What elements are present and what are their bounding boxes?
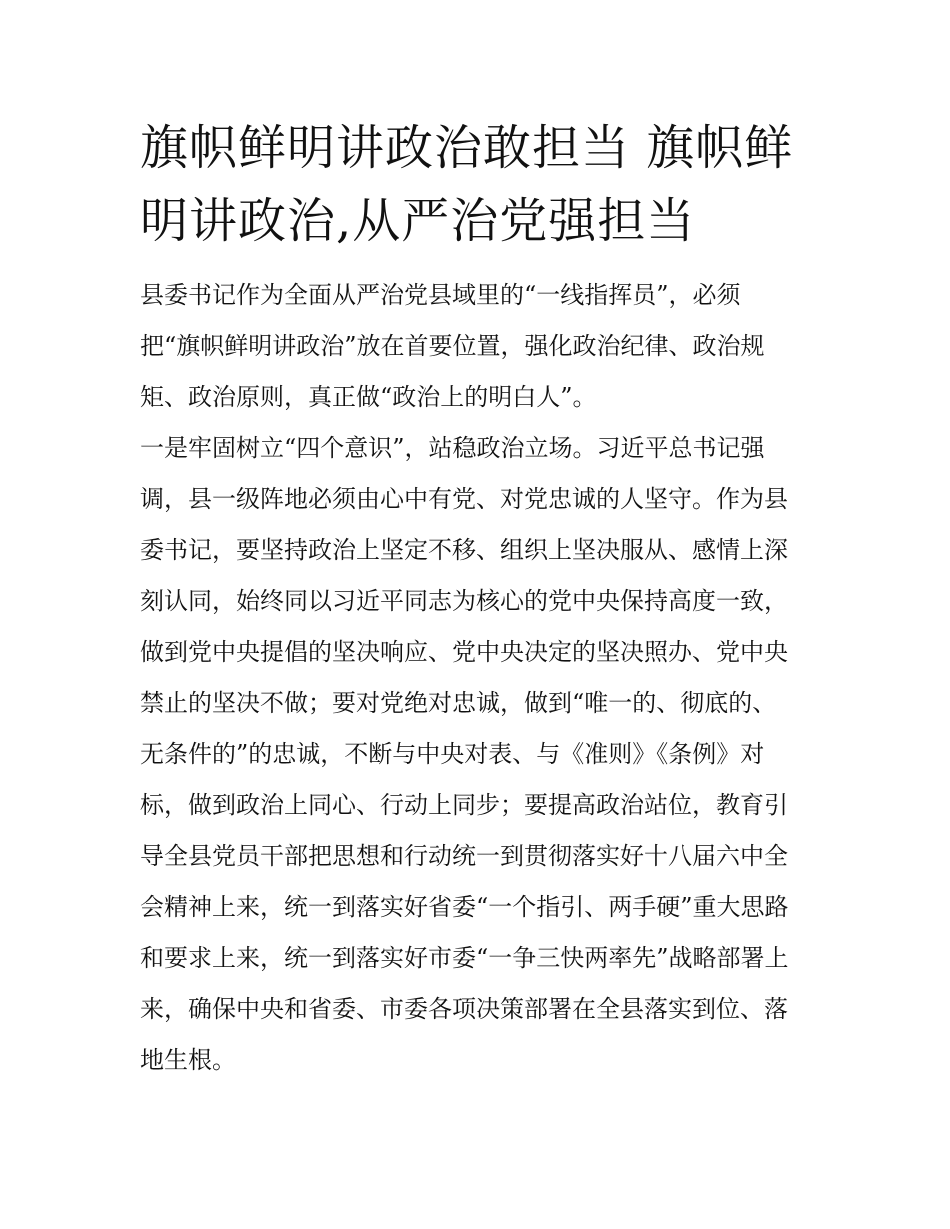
text-line: 刻认同，始终同以习近平同志为核心的党中央保持高度一致， [140, 587, 788, 615]
text-line: 委书记，要坚持政治上坚定不移、组织上坚决服从、感情上深 [140, 536, 788, 564]
text-line: 标，做到政治上同心、行动上同步；要提高政治站位，教育引 [140, 791, 788, 819]
text-line: 县委书记作为全面从严治党县域里的“一线指挥员”，必须 [140, 281, 741, 309]
text-line: 禁止的坚决不做；要对党绝对忠诚，做到“唯一的、彻底的、 [140, 689, 777, 717]
text-line: 来，确保中央和省委、市委各项决策部署在全县落实到位、落 [140, 995, 788, 1023]
title-line: 旗帜鲜明讲政治敢担当 旗帜鲜 [140, 120, 794, 176]
intro-paragraph [140, 270, 815, 423]
text-line: 地生根。 [140, 1046, 236, 1074]
body-paragraph [140, 423, 815, 1086]
text-line: 一是牢固树立“四个意识”，站稳政治立场。习近平总书记强 [140, 434, 765, 462]
document-title [140, 112, 815, 258]
text-line: 矩、政治原则，真正做“政治上的明白人”。 [140, 383, 597, 411]
title-line: 明讲政治,从严治党强担当 [140, 193, 696, 249]
text-line: 调，县一级阵地必须由心中有党、对党忠诚的人坚守。作为县 [140, 485, 788, 513]
text-line: 和要求上来，统一到落实好市委“一争三快两率先”战略部署上 [140, 944, 789, 972]
text-line: 做到党中央提倡的坚决响应、党中央决定的坚决照办、党中央 [140, 638, 788, 666]
text-line: 无条件的”的忠诚，不断与中央对表、与《准则》《条例》对 [140, 740, 765, 768]
text-line: 把“旗帜鲜明讲政治”放在首要位置，强化政治纪律、政治规 [140, 332, 765, 360]
document-page [140, 112, 815, 1086]
text-line: 导全县党员干部把思想和行动统一到贯彻落实好十八届六中全 [140, 842, 788, 870]
text-line: 会精神上来，统一到落实好省委“一个指引、两手硬”重大思路 [140, 893, 789, 921]
